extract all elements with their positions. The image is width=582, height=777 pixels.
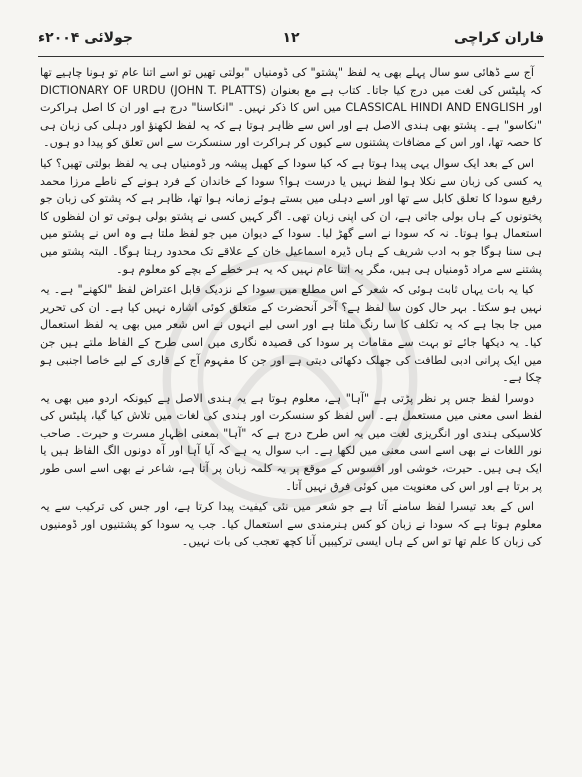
article-body [40,64,542,759]
page-number: ١٢ [282,30,300,46]
paragraph: آج سے ڈھائی سو سال پہلے بھی یہ لفظ "پشتو" کی ڈومنیاں "بولتی تھیں تو اسے اتنا عام تو ہونا چاہیے تھا کہ پلیٹس کی لغت میں درج کیا جاتا۔ کتاب ہے مع بعنوان DICTIONARY OF URDU (JOHN T. PLATTS) اور CLASSICAL HINDI AND ENGLISH میں اس کا ذکر نہیں۔ "انکاسنا" درج ہے اور ان کا اصل ہراکرت "نکاسو" ہے۔ پشتو بھی ہندی الاصل ہے اور اس سے ظاہر ہوتا ہے کہ یہ لفظ لکھنؤ اور دہلی کی زبان ہی کا حصہ تھا، اور اس کے مضافات پشتنوں سے کیوں کر ہراکرت اور سنسکرت سے اس تعلق کو پیدا دو ہوں۔ [40,66,542,150]
paragraph: دوسرا لفظ جس پر نظر پڑتی ہے "آہا" ہے، معلوم ہوتا ہے یہ ہندی الاصل ہے کیونکہ اردو میں بھی یہ لفظ اسی معنی میں مستعمل ہے۔ اس لفظ کو سنسکرت اور ہندی کی لغات میں تلاش کیا گیا، پلیٹس کی کلاسیکی ہندی اور انگریزی لغت میں یہ اس طرح درج ہے کہ "آہا" بمعنی اظہارِ مسرت و حیرت۔ صاحب نور اللغات نے بھی اسے اسی معنی میں لکھا ہے۔ اب سوال یہ ہے کہ آیا آہا اور آہ دونوں الگ الفاظ ہیں یا ایک ہی ہیں۔ حیرت، خوشی اور افسوس کے موقع پر یہ کلمہ زبان پر آتا ہے، شاعر نے بھی اسے اسی طور پر برتا ہے اور اس کی معنویت میں کوئی فرق نہیں آتا۔ [40,391,542,493]
paragraph: کیا یہ بات یہاں ثابت ہوئی کہ شعر کے اس مطلع میں سودا کے نزدیک قابل اعتراض لفظ "لکھنے" ہے۔ یہ نہیں ہو سکتا۔ بہر حال کون سا لفظ ہے؟ آخر آنحضرت کے متعلق کوئی اشارہ نہیں کیا ہے۔ ان کی تحریر میں جا بجا ہے کہ یہ تکلف کا سا رنگ ملتا ہے اور اسی لیے انہوں نے اس شعر میں بھی یہ لفظ استعمال کیا۔ یہ دیکھا جائے تو بہت سے مقامات پر سودا کی قصیدہ نگاری میں اسی طرح کے الفاظ ملتے ہیں جن میں ایک پرانی ادبی لطافت کی جھلک دکھائی دیتی ہے اور جن کا مفہوم آج کے قاری کے لیے خاصا اجنبی ہو چکا ہے۔ [40,283,542,385]
paragraph: اس کے بعد ایک سوال یہی پیدا ہوتا ہے کہ کیا سودا کے کھیل پیشہ ور ڈومنیاں ہی یہ لفظ بولتی تھیں؟ کیا یہ کسی کی زبان سے نکلا ہوا لفظ نہیں یا درست ہوا؟ سودا کے خاندان کے فرد ہونے کے ناطے مرزا محمد رفیع سودا کا تعلق کابل سے تھا اور اسے دہلی میں بستے ہوئے زمانہ ہوا تھا، ظاہر ہے کہ پشتو کی زبان جو پختونوں کے ہاں بولی جاتی ہے، ان کی اپنی زبان تھی۔ اگر کہیں کسی نے پشتو بولی ہوتی تو ان لفظوں کا استعمال ہوا ہوتا۔ نہ کہ سودا نے اسے گھڑ لیا۔ سودا کے دیوان میں جو لفظ ملتا ہے وہ اس نے پشتو میں ہی سنا ہوگا جو بہ ادب شریف کے ہاں ڈیرہ اسماعیل خان کے علاقے تک محدود رہتا ہوگا۔ البتہ پشتو میں پشتنے سے مراد ڈومنیاں ہی ہیں، مگر یہ اتنا عام نہیں کہ یہ ہر خطے کے بچے کو معلوم ہو۔ [40,156,542,276]
page-header [38,26,544,54]
journal-title: فاران کراچی [453,30,544,46]
header-rule [38,56,544,57]
issue-date: جولائی ۲۰۰۴ء [38,30,133,46]
paragraph: اس کے بعد تیسرا لفظ سامنے آتا ہے جو شعر میں نئی کیفیت پیدا کرتا ہے، اور جس کی ترکیب سے یہ معلوم ہوتا ہے کہ سودا نے زبان کو کس ہنرمندی سے استعمال کیا۔ جب یہ سودا کو پشتنیوں اور ڈومنیوں کی زبان کا علم تھا تو اس کے ہاں ایسی ترکیبیں آنا کچھ تعجب کی بات نہیں۔ [40,500,542,549]
